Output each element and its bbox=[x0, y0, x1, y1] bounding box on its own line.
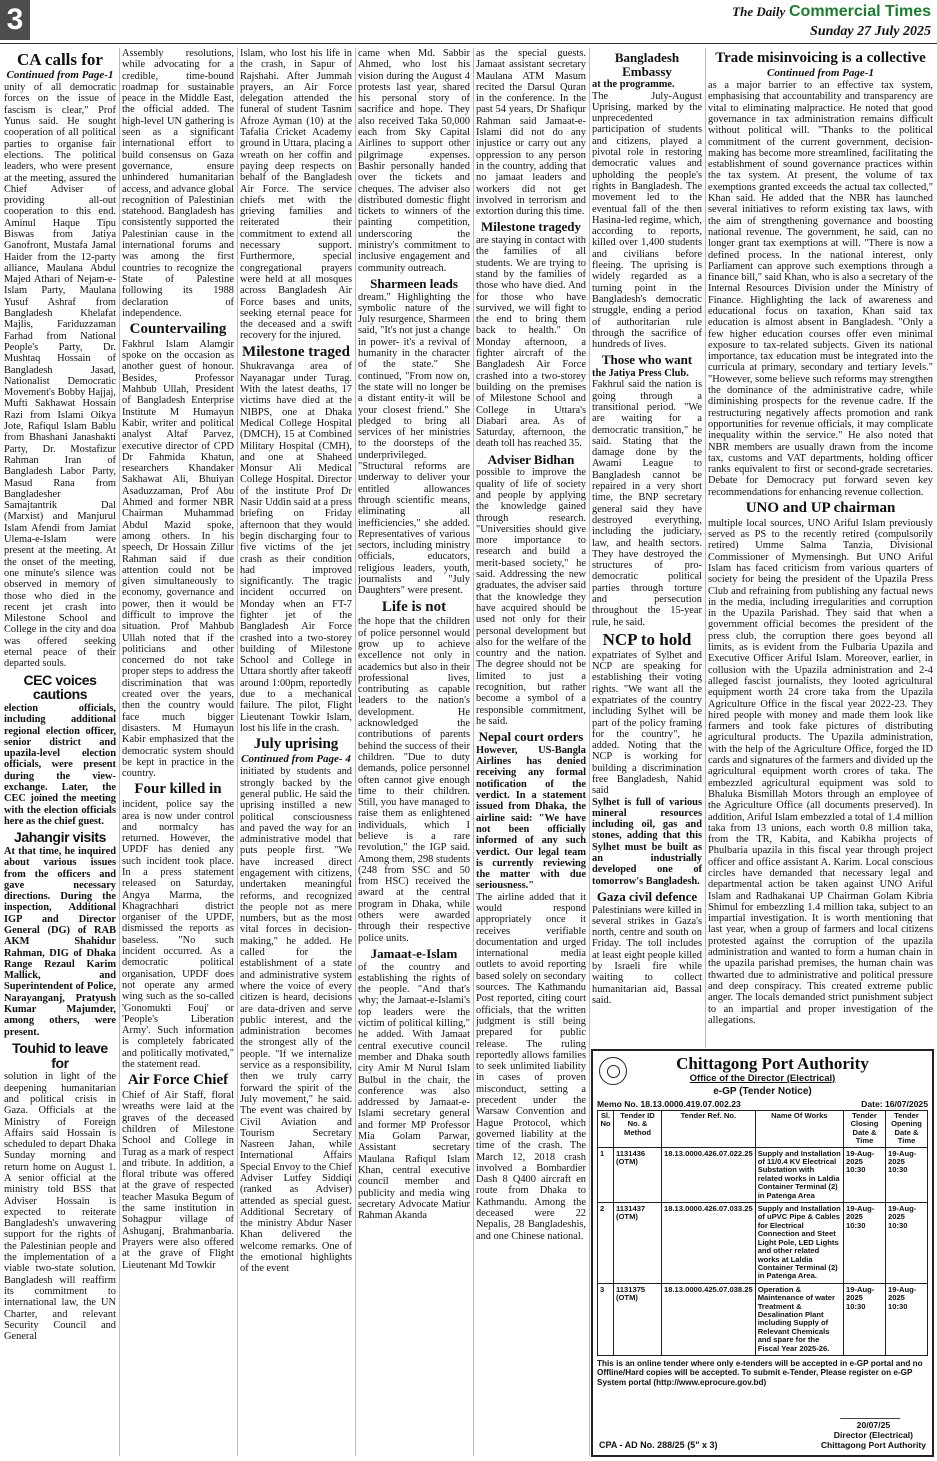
column-6 bbox=[592, 48, 702, 1048]
masthead-prefix: The Daily bbox=[732, 4, 786, 19]
memo-date: Date: 16/07/2025 bbox=[861, 1099, 928, 1109]
column-2 bbox=[122, 48, 234, 1456]
ad-note: This is an online tender where only e-tenders will be accepted in e-GP portal and no Offline/Hard copies will be accepted. To submit e-Tender, Please register on e-GP System portal (http://www.eprocure.gov.bd) bbox=[597, 1358, 923, 1387]
column-5 bbox=[476, 48, 586, 1456]
column-3 bbox=[240, 48, 352, 1456]
story-text: possible to improve the quality of life of society and people by applying the knowledge gained through research. "Universities should give more importance to research and build a merit-based society," he said. Addressing the new graduates, the adviser said that the knowledge they have acquired should be used not only for their personal development but also for the welfare of the country and the nation. The degree should not be limited to just a recognition, but rather become a symbol of a responsible commitment, he said. bbox=[476, 467, 586, 727]
cell-closing: 19-Aug-2025 10:30 bbox=[844, 1203, 886, 1284]
story-text: of the country and establishing the rights of the people. "And that's why; the Jamaat-e-Islami's top leaders were the victim of political killing," he added. With Jamaat central executive council member and Dhaka south city Amir M Nurul Islam Bulbul in the chair, the conference was also addressed by Jamaat-e-Islami secretary general and former MP Professor Mia Golam Parwar, Assistant secretary Maulana Rafiqul Islam Khan, central executive council member and publicity and media wing secretary Advocate Matiur Rahman Akanda bbox=[358, 961, 470, 1222]
column-divider bbox=[119, 48, 120, 1456]
column-header: Tender Opening Date & Time bbox=[886, 1111, 928, 1148]
story-text: initiated by students and strongly backed by the general public. He said the uprising instilled a new political consciousness and paved the way for an administrative model that puts people first. "We have increased direct engagement with citizens, undertaken meaningful reforms, and recognized the people not as mere numbers, but as the most vital forces in decision-making," he added. He called for the establishment of a state and administrative system where the voice of every citizen is heard, decisions are data-driven and serve public interest, and the administration becomes the strongest ally of the people. "If we internalize service as a responsibility, then we truly carry forward the spirit of the July movement," he said. The event was chaired by Civil Aviation and Tourism Secretary Nasreen Jahan, while International Affairs Special Envoy to the Chief Adviser Lutfey Siddiqi (ranked as Adviser) attended as special guest. Additional Secretary of the ministry Abdur Naser Khan delivered the welcome remarks. One of the emotional highlights of the event bbox=[240, 766, 352, 1275]
cell-work: Supply and Installation of uPVC Pipe & Cables for Electrical Connection and Steet Light Pole, LED Lights and other related works at Laldia Container Terminal (2) in Patenga Area. bbox=[755, 1203, 843, 1284]
headline-sharmeen-leads: Sharmeen leads bbox=[370, 275, 458, 291]
story-text: Chief of Air Staff, floral wreaths were laid at the graves of the deceased children of Milestone School and College in Turag as a mark of respect and tribute. In addition, a floral tribute was offered at the grave of respected teacher Masuka Begum of the same institution in Sohagpur village of Ashuganj, Brahmanbaria. Prayers were also offered at the grave of Flight Lieutenant Md Towkir bbox=[122, 1090, 234, 1271]
headline-bangladesh-embassy: Bangladesh Embassy bbox=[614, 50, 680, 79]
story-text: incident, police say the area is now under control and normalcy has returned. However, the UPDF has denied any such incident took place. In a press statement released on Saturday, Angya Marma, the Khagrachhari district organiser of the UPDF, dismissed the reports as baseless. "No such incident occurred. As a democratic political organisation, UPDF does not operate any armed wing such as the so-called 'Gonomukti Fouj' or 'People's Liberation Army'. Such information is completely fabricated and politically motivated," the statement read. bbox=[122, 799, 234, 1071]
signature-icon bbox=[840, 1403, 906, 1419]
story-text: are staying in contact with the families of all students. We are trying to stand by the families of those who have died. And for those who have survived, we will fight to the end to bring them back to health." On Monday afternoon, a fighter aircraft of the Bangladesh Air Force crashed into a two-storey building on the premises of Milestone School and College in Uttara's Diabari area. As of Saturday, afternoon, the death toll has reached 35. bbox=[476, 235, 586, 450]
cell-opening: 19-Aug-2025 10:30 bbox=[886, 1203, 928, 1284]
column-divider bbox=[237, 48, 238, 1456]
cell-work: Supply and Installation of 11/0.4 KV Electrical Substation with related works in Laldia Container Terminal (2) in Patenga Area bbox=[755, 1147, 843, 1202]
story-text: Palestinians were killed in several strikes in Gaza's north, centre and south on Friday. The toll includes at least eight people killed by Israeli fire while waiting to collect humanitarian aid, Bassal said. bbox=[592, 904, 702, 1006]
table-header-row bbox=[598, 1111, 928, 1148]
cell-tender-id: 1131375 (OTM) bbox=[614, 1283, 662, 1355]
cell-ref: 18.13.0000.426.07.022.25 bbox=[662, 1147, 756, 1202]
cell-sl: 1 bbox=[598, 1147, 614, 1202]
headline-cec: CEC voices cautions bbox=[23, 671, 97, 703]
signatory-title: Director (Electrical) bbox=[833, 1430, 914, 1440]
headline-adviser-bidhan: Adviser Bidhan bbox=[487, 451, 575, 467]
story-lead: the Jatiya Press Club. bbox=[592, 368, 689, 380]
masthead-name: Commercial Times bbox=[789, 3, 931, 20]
column-4 bbox=[358, 48, 470, 1456]
page-number: 3 bbox=[0, 0, 30, 40]
cell-tender-id: 1131436 (OTM) bbox=[614, 1147, 662, 1202]
story-text: multiple local sources, UNO Ariful Islam previously served as PS to the recently retired (compulsorily retired) Umme Salma Tanzia, Divisional Commissioner of Mymensingh. But UNO Ariful Islam has faced criticism from various quarters of society for being the president of the Upazila Press Club and refraining from publishing any factual news in the media, including irregularities and corruption in the Upazila Parishad. They said that when a government official becomes the president of the press club, the corruption there goes beyond all limits, as is evident from the Fulbaria Upazila and Executive Officer Ariful Islam. Moreover, earlier, in collusion with the Upazila administration and 2-4 alleged fascist journalists, they looted agricultural equipment worth 24 crore taka from the Upazila Agriculture Office in the fiscal year 2022-23. They hired people with money and made them look like farmers and took fake pictures of distributing agricultural products. The Upazila administration, with the help of the Agriculture Office, forged the ID cards and signatures of the farmers and divided up the agricultural equipment worth crores of taka. The embezzled agricultural equipment was sold to Bhaluka Bismillah Motors through an employee of the Agriculture Office (all documents preserved). In addition, Ariful Islam embezzled a total of 1.4 million taka from 13 unions, each worth 0.8 million taka, from the TR, Kabita, and Kabikha projects of Phulbaria upazila in this fiscal year through project officer and office assistant A. Karim. Local conscious circles have demanded that necessary legal and departmental action be taken against UNO Ariful Islam and Radhakanai UP Chairman Golam Kibria Shimul for embezzling 1.4 million taka, subject to an impartial investigation. It is worth mentioning that last year, when a group of farmers and local citizens protested against the corruption of the upazila administration and wanted to form a human chain in the upazila parishad premises, the human chain was thwarted due to administrative and political pressure and deep conspiracy. This created extreme public anger. The locals demanded strict punishment subject to an impartial and proper investigation of the allegations. bbox=[708, 517, 933, 1026]
cell-ref: 18.13.0000.426.07.033.25 bbox=[662, 1203, 756, 1284]
headline-air-force-chief: Air Force Chief bbox=[127, 1072, 229, 1089]
column-header: Tender Ref. No. bbox=[662, 1111, 756, 1148]
signatory-org: Chittagong Port Authority bbox=[820, 1440, 926, 1450]
ad-office: Office of the Director (Electrical) bbox=[689, 1073, 836, 1084]
story-text: expatriates of Sylhet and NCP are speaking for establishing their voting rights. "We want all the expatriates of the country including Sylhet will be part of the policy framing for the country", he added. Noting that the NCP is working for building a discrimination free Bangladesh, Nahid said bbox=[592, 649, 702, 797]
cell-sl: 3 bbox=[598, 1283, 614, 1355]
headline-uno-up-chairman: UNO and UP chairman bbox=[745, 500, 896, 517]
cell-sl: 2 bbox=[598, 1203, 614, 1284]
headline-touhid: Touhid to leave for bbox=[12, 1039, 108, 1071]
story-lead: at the programme. bbox=[592, 79, 675, 91]
page-header bbox=[0, 0, 937, 44]
signature-block bbox=[821, 1403, 926, 1450]
table-row bbox=[598, 1147, 928, 1202]
ad-organisation: Chittagong Port Authority bbox=[676, 1054, 869, 1073]
issue-date: Sunday 27 July 2025 bbox=[810, 24, 931, 39]
column-divider bbox=[589, 48, 590, 1456]
headline-jamaat-e-islam: Jamaat-e-Islam bbox=[370, 945, 458, 961]
port-authority-logo-icon bbox=[599, 1057, 627, 1085]
headline-jahangir: Jahangir visits bbox=[13, 829, 107, 846]
headline-july-uprising: July uprising bbox=[253, 736, 339, 753]
headline-nepal-court: Nepal court orders bbox=[478, 729, 584, 745]
headline-milestone-tragedy: Milestone tragedy bbox=[480, 219, 581, 235]
ad-memo-line bbox=[597, 1099, 928, 1109]
continued-label: Continued from Page-1 bbox=[767, 66, 874, 79]
table-row bbox=[598, 1283, 928, 1355]
headline-those-who-want: Those who want bbox=[601, 352, 693, 368]
headline-four-killed: Four killed in bbox=[134, 781, 222, 798]
story-text: as the special guests. Jamaat assistant secretary Maulana ATM Masum recited the Darsul Quran in the conference. In the past 54 years, Dr Shafiqur Rahman said Jamaat-e-Islami did not do any injustice or carry out any oppression to any person in the country, adding that no jamaat leaders and workers did not get involved in terrorism and extortion during this time. bbox=[476, 48, 586, 218]
story-text: election officials, including additional regional election officer, senior district and upazila-level election officials, were present during the view-exchange. Later, the CEC joined the meeting with the election officials here as the chief guest. bbox=[4, 702, 116, 827]
headline-ca-calls: CA calls for bbox=[17, 50, 103, 69]
story-text: The July-August Uprising, marked by the unprecedented participation of students and citizens, played a pivotal role in restoring democratic values and upholding the people's rights in Bangladesh. The movement led to the eventual fall of the then Hasina-led regime, which, according to reports, killed over 1,400 students and civilians before fleeing. The uprising is widely regarded as a turning point in the Bangladesh's democratic struggle, ending a period of authoritarian rule through the sacrifice of hundreds of lives. bbox=[592, 90, 702, 351]
story-text: the hope that the children of police personnel would grow up to achieve excellence not only in academics but also in their professional lives, contributing as capable leaders to the nation's development. He acknowledged the contributions of parents behind the success of their children. "Due to duty demands, police personnel often cannot give enough time to their children. Still, you have managed to raise them as enlightened individuals, which I believe is a rare revolution," the IGP said. Among them, 298 students (248 from SSC and 50 from HSC) received the award at the central program in Dhaka, while others were awarded through their respective police units. bbox=[358, 616, 470, 944]
headline-milestone-traged: Milestone traged bbox=[242, 343, 350, 360]
headline-ncp-to-hold: NCP to hold bbox=[602, 629, 692, 649]
tender-advertisement bbox=[591, 1049, 934, 1457]
story-text: unity of all democratic forces on the issue of fascism is clear," Prof Yunus said. He sought cooperation of all political parties to organise fair elections. The political leaders, who were present at the meeting, assured the Chief Adviser of providing all-out cooperation to this end. Aminul Haque Tipu Biswas from Jatiya Ganofront, Mustafa Jamal Haider from the 12-party alliance, Maulana Abdul Majed Athari of Nejam-e-Islam Party, Maulana Yusuf Ashraf from Bangladesh Khelafat Majlis, Fariduzzaman Farhad from National People's Party, Dr. Mushtaq Hossain of Bangladesh Jasad, Nationalist Democratic Movement's Bobby Hajjaj, Mufti Sakhawat Hossain Razi from Islami Oikya Jote, Rafiqul Islam Bablu from Bhashani Janashakti Party, Dr. Mostafizur Rahman Iran of Bangladesh Labor Party, Masud Rana from Bangladesher Samajtantrik Dal (Marxist) and Manjurul Islam Afendi from Jamiat Ulema-e-Islam were present at the meeting. At the onset of the meeting, one minute's silence was observed in memory of those who died in the recent jet crash into Milestone School and College in the city and doa was offered seeking eternal peace of their departed souls. bbox=[4, 82, 116, 670]
story-text: Fakhrul said the nation is going through a transitional period. "We are waiting for a democratic transition," he said. Stating that the damage done by the Awami League to Bangladesh cannot be repaired in a very short time, the BNP secretary general said they have destroyed everything, including the judiciary, law, and health sectors. They have destroyed the structures of pro-democratic political parties through torture and persecution throughout the 15-year rule, he said. bbox=[592, 379, 702, 628]
table-row bbox=[598, 1203, 928, 1284]
cell-ref: 18.13.0000.425.07.038.25 bbox=[662, 1283, 756, 1355]
column-divider bbox=[355, 48, 356, 1456]
continued-label: Continued from Page- 4 bbox=[241, 753, 351, 766]
story-text: solution in light of the deepening humanitarian and political crisis in Gaza. Officials at the Ministry of Foreign Affairs said Hossain is scheduled to depart Dhaka Sunday morning and return home on August 1. A senior official at the ministry told BSS that Adviser Hossain is expected to reiterate Bangladesh's unwavering support for the rights of the Palestinian people and the implementation of a viable two-state solution. Bangladesh will reaffirm its commitment to international law, the UN Charter, and relevant Security Council and General bbox=[4, 1071, 116, 1343]
cell-closing: 19-Aug-2025 10:30 bbox=[844, 1147, 886, 1202]
story-text: Assembly resolutions, while advocating for a credible, time-bound roadmap for sustainable peace in the Middle East, the official added. The high-level UN gathering is seen as a significant international effort to build consensus on Gaza governance, ensure unhindered humanitarian access, and advance global recognition of Palestinian statehood. Bangladesh has consistently supported the Palestinian cause in the international forums and was among the first countries to recognize the State of Palestine following its 1988 declaration of independence. bbox=[122, 48, 234, 319]
column-header: Sl. No bbox=[598, 1111, 614, 1148]
column-divider bbox=[705, 48, 706, 1048]
cell-opening: 19-Aug-2025 10:30 bbox=[886, 1283, 928, 1355]
story-text: Islam, who lost his life in the crash, in Sapur of Rajshahi. After Jummah prayers, an Air Force delegation attended the funeral of student Tasnim Afroze Ayman (10) at the Tafalia Cricket Academy ground in Uttara, placing a wreath on her coffin and paying deep respects on behalf of the Bangladesh Air Force. The service chiefs met with the grieving families and reiterated their commitment to extend all necessary support. Furthermore, special congregational prayers were held at all mosques across Bangladesh Air Force bases and units, seeking eternal peace for the deceased and a swift recovery for the injured. bbox=[240, 48, 352, 342]
cell-opening: 19-Aug-2025 10:30 bbox=[886, 1147, 928, 1202]
memo-number: Memo No. 18.13.0000.419.07.002.23 bbox=[597, 1099, 741, 1109]
story-text: At that time, he inquired about various issues from the officers and gave necessary directions. During the inspection, Additional IGP and Director General (DG) of RAB AKM Shahidur Rahman, DIG of Dhaka Range Rezaul Karim Mallick, and Superintendent of Police, Narayanganj, Pratyush Kumar Majumder, among others, were present. bbox=[4, 845, 116, 1038]
column-divider bbox=[473, 48, 474, 1456]
column-header: Tender Closing Date & Time bbox=[844, 1111, 886, 1148]
ad-number: CPA - AD No. 288/25 (5" x 3) bbox=[599, 1440, 718, 1450]
ad-notice-title: e-GP (Tender Notice) bbox=[713, 1086, 812, 1097]
story-text: The airline added that it would respond appropriately once it receives verifiable documentation and urged international media outlets to avoid reporting based solely on secondary sources. The Kathmandu Post reported, citing court officials, that the written judgment is still being prepared for public release. The ruling reportedly allows families to seek unlimited liability in cases of proven misconduct, setting a precedent under the Warsaw Convention and Hague Protocol, which governed liability at the time of the crash. The March 12, 2018 crash involved a Bombardier Dash 8 Q400 aircraft en route from Dhaka to Kathmandu. Among the deceased were 22 Nepalis, 28 Bangladeshis, and one Chinese national. bbox=[476, 891, 586, 1242]
story-text: However, US-Bangla Airlines has denied receiving any formal notification of the verdict. In a statement issued from Dhaka, the airline said: "We have not been officially informed of any such verdict. Our legal team is currently reviewing the matter with due seriousness." bbox=[476, 744, 586, 892]
story-text: Sylhet is full of various mineral resources including oil, gas and stones, adding that this Sylhet must be built as an industrially developed one of tomorrow's Bangladesh. bbox=[592, 796, 702, 887]
cell-tender-id: 1131437 (OTM) bbox=[614, 1203, 662, 1284]
column-1 bbox=[4, 48, 116, 1456]
story-text: dream." Highlighting the symbolic nature of the July resurgence, Sharmeen said, "It's not just a change in power- it's a revival of humanity in the character of the state." She continued, "From now on, the state will no longer be a distant entity-it will be your closest friend." She pledged to bring all services of her ministries to the doorsteps of the underprivileged. "Structural reforms are underway to deliver your entitled allowances through scientific means, eliminating all inefficiencies," she added. Representatives of various sectors, including ministry officials, educators, religious leaders, youth, journalists and "July Daughters" were present. bbox=[358, 291, 470, 597]
continued-label: Continued from Page-1 bbox=[6, 68, 114, 81]
signature-date: 20/07/25 bbox=[856, 1420, 891, 1430]
headline-countervailing: Countervailing bbox=[129, 321, 227, 338]
story-text: as a major barrier to an effective tax system, emphasising that accountability and transparency are vital to eliminating malpractice. He noted that good governance in tax administration remains difficult without political will. "Thanks to the political commitment of the current government, decision-making has become more streamlined, facilitating the establishment of sound governance practices within the tax system. At present, the volume of tax exemptions granted exceeds the actual tax collected," Khan said. He added that the NBR has launched several initiatives to reform existing tax laws, with the aim of strengthening governance and boosting national revenue. The government, he said, can no longer grant tax exemptions at will. "There is now a defined process. In the national interest, only Parliament can approve such exemptions through a finance bill," said Khan, who is also a secretary of the Internal Resources Division under the Ministry of Finance. Highlighting the lack of awareness and educational focus on taxation, Khan said tax education is almost absent in Bangladesh. "Only a few higher education courses offer even minimal exposure to tax-related subjects. Given its national importance, tax education must be integrated into the curricula at primary, secondary and tertiary levels." "However, some believe such reforms may strengthen the dominance of the administrative cadre, while diminishing prospects for the revenue cadre. If the restructuring negatively affects promotion and rank opportunities for revenue officials, it may complicate inequality within the service." He also noted that NBR members are usually drawn from the income tax, customs and VAT departments, holding officer ranks equivalent to first or second-grade secretaries. Debate for Democracy put forward seven key recommendations for enhancing revenue collection. bbox=[708, 80, 933, 498]
headline-trade-misinvoicing: Trade misinvoicing is a collective bbox=[715, 50, 926, 66]
masthead bbox=[732, 3, 931, 21]
headline-gaza-civil-defence: Gaza civil defence bbox=[596, 888, 698, 904]
column-header: Tender ID No. & Method bbox=[614, 1111, 662, 1148]
tender-table bbox=[597, 1110, 928, 1356]
cell-work: Operation & Maintenance of water Treatment & Desalination Plant including Supply of Relevant Chemicals and spare for the Fiscal Year 2025-26. bbox=[755, 1283, 843, 1355]
story-text: came when Md. Sabbir Ahmed, who lost his vision during the August 4 protests last year, shared his personal story of sacrifice and hope. They also received Taka 50,000 each from Sky Capital Airlines to support other pilgrimage expenses. Bashir personally handed over the tickets and cheques. The adviser also distributed domestic flight tickets to winners of the painting competition, underscoring the ministry's commitment to inclusive engagement and community outreach. bbox=[358, 48, 470, 274]
story-text: Fakhrul Islam Alamgir spoke on the occasion as another guest of honour. Besides, Professor Mahbub Ullah, President of Bangladesh Enterprise Institute M Humayun Kabir, writer and political analyst Altaf Parvez, executive director of CPD Dr Fahmida Khatun, researchers Khandaker Sakhawat Ali, Bhuiyan Asaduzzaman, Prof Abu Ahmed and former NBR Chairman Muhammad Abdul Mazid spoke, among others. In his speech, Dr Hossain Zillur Rahman said if due attention could not be given simultaneously to economy, governance and power, then it would be difficult to improve the situation. Prof Mahbub Ullah noted that if the politicians and other concerned do not take proper steps to address the discrimination that was created over the years, then the country would face much bigger disasters. M Humayun Kabir emphasized that the democratic system should be kept in practice in the country. bbox=[122, 338, 234, 780]
column-header: Name Of Works bbox=[755, 1111, 843, 1148]
headline-life-is-not: Life is not bbox=[381, 598, 447, 615]
story-text: Shukravanga area of Nayanagar under Turag. With the latest deaths, 17 victims have died at the NIBPS, one at Dhaka Medical College Hospital (DMCH), 15 at Combined Military Hospital (CMH), and one at Shaheed Monsur Ali Medical College Hospital. Director of the institute Prof Dr Nasir Uddin said at a press briefing on Friday afternoon that they would begin discharging four to five victims of the jet crash as their condition had improved significantly. The tragic incident occurred on Monday when an FT-7 fighter jet of the Bangladesh Air Force crashed into a two-storey building of Milestone School and College in Uttara shortly after takeoff around 1:00pm, reportedly due to a mechanical failure. The pilot, Flight Lieutenant Towkir Islam, lost his life in the crash. bbox=[240, 361, 352, 734]
cell-closing: 19-Aug-2025 10:30 bbox=[844, 1283, 886, 1355]
column-7 bbox=[708, 48, 933, 1048]
